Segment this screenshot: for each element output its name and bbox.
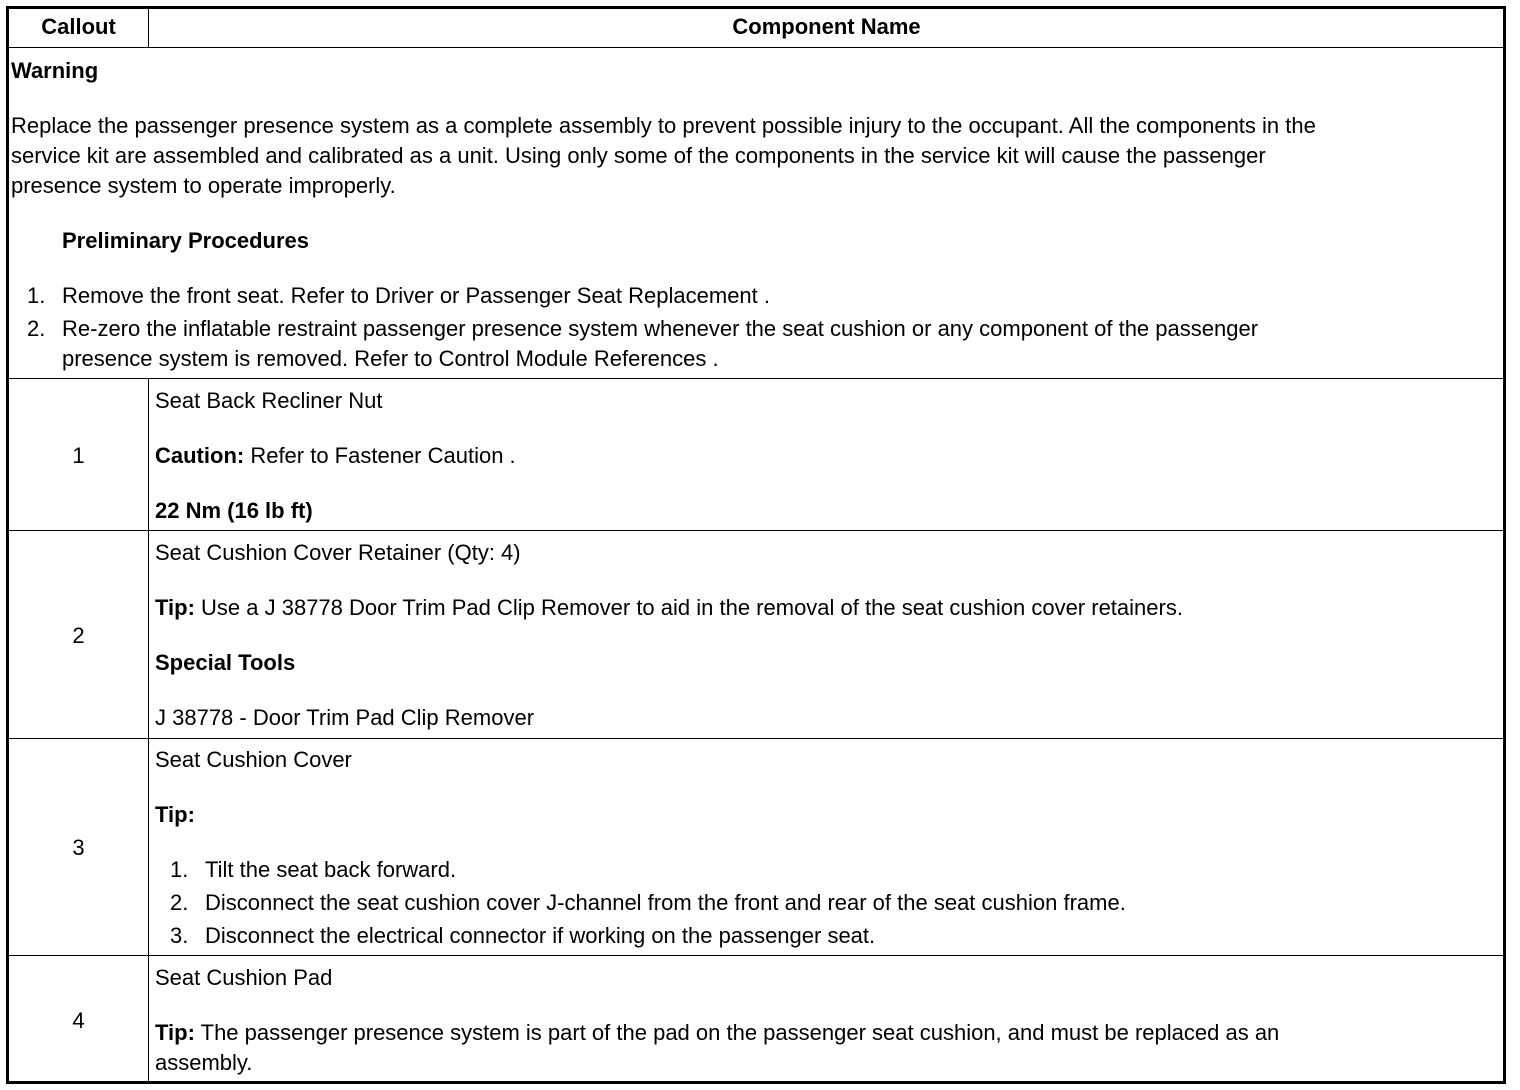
- preliminary-step-text: Re-zero the inflatable restraint passenger presence system whenever the seat cushion or any component of the passenger: [62, 316, 1259, 341]
- header-divider: [6, 47, 1506, 48]
- special-tool-item: J 38778 - Door Trim Pad Clip Remover: [155, 705, 535, 730]
- step-number: 1.: [27, 283, 46, 308]
- preliminary-step-text: presence system is removed. Refer to Control Module References .: [62, 346, 719, 371]
- callout-number: 2: [72, 623, 85, 648]
- tip-step-text: Disconnect the electrical connector if working on the passenger seat.: [205, 923, 876, 948]
- row-divider: [6, 738, 1506, 739]
- step-number: 2.: [170, 890, 189, 915]
- row-divider: [6, 378, 1506, 379]
- torque-spec: 22 Nm (16 lb ft): [155, 498, 313, 523]
- callout-number: 4: [72, 1008, 85, 1033]
- preliminary-step-text: Remove the front seat. Refer to Driver or Passenger Seat Replacement .: [62, 283, 770, 308]
- special-tools-title: Special Tools: [155, 650, 296, 675]
- tip-label: Tip:: [155, 1020, 195, 1045]
- step-number: 1.: [170, 857, 189, 882]
- tip-text: The passenger presence system is part of the pad on the passenger seat cushion, and must be replaced as an: [194, 1020, 1280, 1045]
- component-name: Seat Cushion Cover: [155, 747, 352, 772]
- row-divider: [6, 955, 1506, 956]
- row-divider: [6, 530, 1506, 531]
- caution-note: [155, 441, 516, 471]
- warning-title: Warning: [11, 58, 99, 83]
- step-number: 2.: [27, 316, 46, 341]
- callout-number: 3: [72, 835, 85, 860]
- component-name: Seat Cushion Pad: [155, 965, 333, 990]
- warning-text-line: service kit are assembled and calibrated as a unit. Using only some of the components in the service kit will cause the passenger: [11, 143, 1266, 168]
- tip-step-text: Disconnect the seat cushion cover J-channel from the front and rear of the seat cushion frame.: [205, 890, 1126, 915]
- caution-label: Caution:: [155, 443, 245, 468]
- component-name: Seat Cushion Cover Retainer (Qty: 4): [155, 540, 521, 565]
- component-name: Seat Back Recliner Nut: [155, 388, 383, 413]
- column-divider: [148, 378, 149, 1084]
- header-callout: Callout: [41, 14, 116, 39]
- caution-text: Refer to Fastener Caution .: [244, 443, 516, 468]
- tip-label: Tip:: [155, 802, 195, 827]
- header-component-name: Component Name: [732, 14, 921, 39]
- tip-note: [155, 1018, 1279, 1048]
- warning-text-line: presence system to operate improperly.: [11, 173, 396, 198]
- preliminary-procedures-title: Preliminary Procedures: [62, 228, 310, 253]
- step-number: 3.: [170, 923, 189, 948]
- tip-step-text: Tilt the seat back forward.: [205, 857, 457, 882]
- warning-text-line: Replace the passenger presence system as a complete assembly to prevent possible injury to the occupant. All the components in the: [11, 113, 1316, 138]
- tip-label: Tip:: [155, 595, 195, 620]
- tip-text: Use a J 38778 Door Trim Pad Clip Remover to aid in the removal of the seat cushion cover retainers.: [194, 595, 1183, 620]
- tip-text: assembly.: [155, 1050, 253, 1075]
- callout-number: 1: [72, 443, 85, 468]
- tip-note: [155, 593, 1183, 623]
